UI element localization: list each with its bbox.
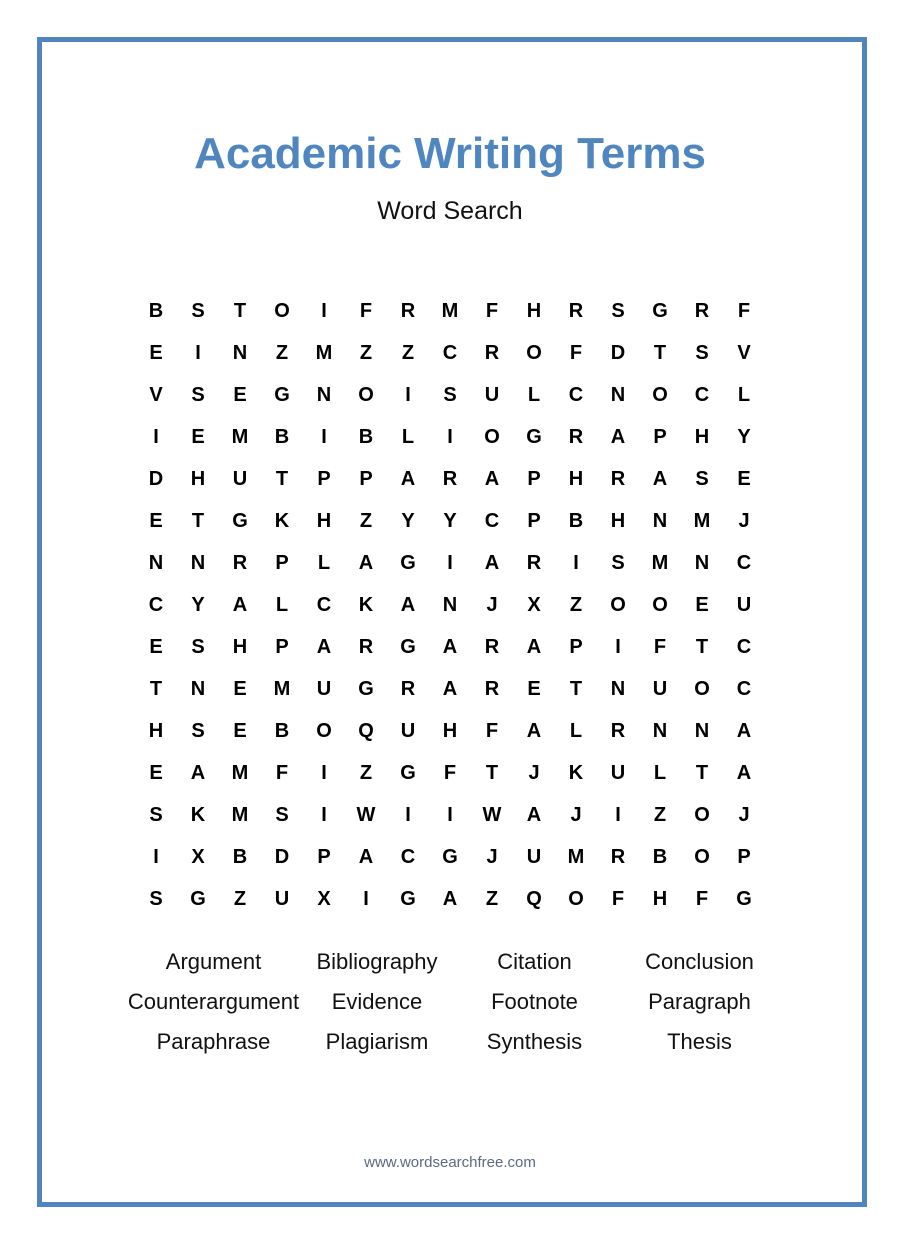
grid-letter: S [191,383,205,406]
grid-letter: M [651,551,669,574]
grid-letter: I [321,425,327,448]
footer-url: www.wordsearchfree.com [364,1154,536,1171]
grid-letter: I [153,845,159,868]
grid-letter: L [653,761,667,784]
grid-letter: J [528,761,540,784]
grid-letter: V [149,383,163,406]
grid-letter: A [358,845,374,868]
grid-letter: L [737,383,751,406]
grid-letter: S [149,803,163,826]
grid-letter: B [148,299,164,322]
grid-letter: B [358,425,374,448]
grid-letter: T [275,467,289,490]
grid-letter: E [149,509,163,532]
word-list [120,942,777,1062]
grid-letter: O [358,383,374,406]
grid-letter: O [274,299,290,322]
grid-letter: F [653,635,667,658]
grid-letter: Z [359,761,373,784]
grid-letter: D [274,845,290,868]
grid-letter: K [358,593,374,616]
grid-letter: I [615,803,621,826]
grid-letter: Z [233,887,247,910]
word-list-item: Conclusion [645,949,754,974]
grid-letter: P [275,551,289,574]
word-list-item: Footnote [491,989,578,1014]
grid-letter: K [274,509,290,532]
grid-letter: H [568,467,584,490]
page-title: Academic Writing Terms [194,129,706,178]
grid-letter: Z [653,803,667,826]
grid-letter: A [610,425,626,448]
grid-letter: Z [359,509,373,532]
grid-letter: F [485,719,499,742]
grid-letter: G [736,887,752,910]
grid-letter: H [190,467,206,490]
grid-letter: P [275,635,289,658]
grid-letter: G [274,383,290,406]
grid-letter: F [359,299,373,322]
grid-letter: A [736,761,752,784]
grid-letter: R [526,551,542,574]
grid-letter: P [527,509,541,532]
grid-letter: B [652,845,668,868]
grid-letter: M [693,509,711,532]
grid-letter: T [485,761,499,784]
grid-letter: R [400,677,416,700]
grid-letter: U [400,719,416,742]
grid-letter: U [652,677,668,700]
grid-letter: R [610,467,626,490]
grid-letter: H [610,509,626,532]
grid-letter: A [442,887,458,910]
grid-letter: I [321,299,327,322]
grid-letter: T [569,677,583,700]
grid-letter: H [316,509,332,532]
grid-letter: N [694,551,710,574]
grid-letter: O [694,803,710,826]
grid-letter: L [317,551,331,574]
grid-letter: U [526,845,542,868]
grid-letter: F [569,341,583,364]
grid-letter: A [232,593,248,616]
grid-letter: E [233,383,247,406]
grid-letter: C [316,593,332,616]
page-subtitle: Word Search [377,197,523,225]
grid-letter: R [568,299,584,322]
grid-letter: U [736,593,752,616]
letter-grid [135,290,765,920]
grid-letter: L [275,593,289,616]
grid-letter: T [695,761,709,784]
word-list-item: Argument [165,949,262,974]
grid-letter: N [694,719,710,742]
grid-letter: R [358,635,374,658]
grid-letter: G [400,761,416,784]
grid-letter: A [442,635,458,658]
grid-letter: G [442,845,458,868]
grid-letter: P [359,467,373,490]
grid-letter: N [190,551,206,574]
grid-letter: S [611,551,625,574]
grid-letter: C [568,383,584,406]
grid-letter: W [356,803,376,826]
grid-letter: G [400,887,416,910]
grid-letter: N [442,593,458,616]
grid-letter: M [231,425,249,448]
grid-letter: S [191,635,205,658]
grid-letter: C [694,383,710,406]
grid-letter: R [484,677,500,700]
grid-letter: X [527,593,541,616]
grid-letter: O [694,677,710,700]
grid-letter: W [482,803,502,826]
grid-letter: O [610,593,626,616]
grid-letter: P [527,467,541,490]
grid-letter: R [694,299,710,322]
grid-letter: E [527,677,541,700]
grid-letter: T [695,635,709,658]
grid-letter: F [611,887,625,910]
grid-letter: U [484,383,500,406]
grid-letter: N [190,677,206,700]
word-list-item: Synthesis [486,1029,583,1054]
grid-letter: U [610,761,626,784]
grid-letter: E [233,677,247,700]
grid-letter: A [526,635,542,658]
grid-letter: J [486,845,498,868]
word-list-item: Plagiarism [325,1029,429,1054]
grid-letter: Z [569,593,583,616]
grid-letter: R [442,467,458,490]
grid-letter: B [568,509,584,532]
grid-letter: G [190,887,206,910]
grid-letter: E [149,341,163,364]
grid-letter: U [232,467,248,490]
grid-letter: O [694,845,710,868]
grid-letter: P [569,635,583,658]
grid-letter: G [358,677,374,700]
grid-letter: C [736,635,752,658]
grid-letter: G [526,425,542,448]
grid-letter: P [653,425,667,448]
grid-letter: I [447,803,453,826]
grid-letter: H [694,425,710,448]
grid-letter: R [232,551,248,574]
grid-letter: G [400,551,416,574]
grid-letter: S [191,719,205,742]
grid-letter: I [321,761,327,784]
grid-letter: O [316,719,332,742]
grid-letter: R [484,341,500,364]
grid-letter: S [611,299,625,322]
grid-letter: G [232,509,248,532]
grid-letter: A [526,719,542,742]
grid-letter: I [153,425,159,448]
grid-letter: F [737,299,751,322]
grid-letter: O [652,383,668,406]
grid-letter: M [231,803,249,826]
grid-letter: I [363,887,369,910]
grid-letter: T [191,509,205,532]
grid-letter: R [610,719,626,742]
grid-letter: C [736,551,752,574]
grid-letter: R [568,425,584,448]
grid-letter: R [610,845,626,868]
grid-letter: I [447,551,453,574]
grid-letter: Q [358,719,374,742]
grid-letter: O [652,593,668,616]
grid-letter: F [275,761,289,784]
grid-letter: B [274,425,290,448]
grid-letter: Y [443,509,457,532]
grid-letter: S [695,341,709,364]
grid-letter: J [738,803,750,826]
grid-letter: A [400,467,416,490]
grid-letter: E [695,593,709,616]
grid-letter: I [447,425,453,448]
grid-letter: I [405,803,411,826]
grid-letter: A [736,719,752,742]
grid-letter: I [405,383,411,406]
word-list-item: Bibliography [316,949,438,974]
grid-letter: Y [191,593,205,616]
grid-letter: Z [401,341,415,364]
grid-letter: R [484,635,500,658]
grid-letter: N [610,677,626,700]
word-list-item: Counterargument [127,989,300,1014]
grid-letter: G [652,299,668,322]
grid-letter: L [527,383,541,406]
grid-letter: Q [526,887,542,910]
grid-letter: G [400,635,416,658]
grid-letter: O [526,341,542,364]
word-list-item: Thesis [667,1029,732,1054]
grid-letter: E [149,761,163,784]
grid-letter: A [526,803,542,826]
grid-letter: H [442,719,458,742]
grid-letter: A [358,551,374,574]
grid-letter: K [568,761,584,784]
grid-letter: A [652,467,668,490]
grid-letter: P [737,845,751,868]
grid-letter: J [570,803,582,826]
grid-letter: D [148,467,164,490]
grid-letter: N [652,509,668,532]
grid-letter: Y [737,425,751,448]
grid-letter: A [484,551,500,574]
grid-letter: O [568,887,584,910]
grid-letter: S [695,467,709,490]
grid-letter: I [321,803,327,826]
grid-letter: J [738,509,750,532]
grid-letter: H [232,635,248,658]
grid-letter: Z [359,341,373,364]
grid-letter: E [737,467,751,490]
grid-letter: E [149,635,163,658]
grid-letter: N [232,341,248,364]
grid-letter: Z [485,887,499,910]
grid-letter: C [442,341,458,364]
grid-letter: M [315,341,333,364]
grid-letter: P [317,845,331,868]
grid-letter: T [653,341,667,364]
grid-letter: R [400,299,416,322]
grid-letter: S [191,299,205,322]
grid-letter: T [233,299,247,322]
grid-letter: B [232,845,248,868]
word-list-item: Paraphrase [156,1029,271,1054]
grid-letter: B [274,719,290,742]
grid-letter: C [484,509,500,532]
grid-letter: M [273,677,291,700]
grid-letter: S [275,803,289,826]
grid-letter: H [652,887,668,910]
grid-letter: A [442,677,458,700]
grid-letter: M [441,299,459,322]
grid-letter: E [233,719,247,742]
grid-letter: M [231,761,249,784]
grid-letter: F [695,887,709,910]
grid-letter: F [443,761,457,784]
grid-letter: H [148,719,164,742]
grid-letter: Z [275,341,289,364]
grid-letter: Y [401,509,415,532]
grid-letter: M [567,845,585,868]
grid-letter: V [737,341,751,364]
grid-letter: P [317,467,331,490]
grid-letter: O [484,425,500,448]
grid-letter: D [610,341,626,364]
grid-letter: S [443,383,457,406]
grid-letter: L [401,425,415,448]
grid-letter: C [736,677,752,700]
grid-letter: E [191,425,205,448]
grid-letter: C [148,593,164,616]
grid-letter: N [610,383,626,406]
grid-letter: C [400,845,416,868]
grid-letter: H [526,299,542,322]
grid-letter: F [485,299,499,322]
grid-letter: J [486,593,498,616]
grid-letter: N [316,383,332,406]
grid-letter: N [148,551,164,574]
grid-letter: K [190,803,206,826]
grid-letter: I [195,341,201,364]
word-list-item: Paragraph [648,989,751,1014]
grid-letter: X [317,887,331,910]
grid-letter: S [149,887,163,910]
grid-letter: N [652,719,668,742]
grid-letter: U [274,887,290,910]
grid-letter: U [316,677,332,700]
grid-letter: I [573,551,579,574]
word-list-item: Evidence [331,989,423,1014]
grid-letter: I [615,635,621,658]
grid-letter: A [400,593,416,616]
grid-letter: A [484,467,500,490]
grid-letter: A [316,635,332,658]
grid-letter: L [569,719,583,742]
grid-letter: T [149,677,163,700]
word-list-item: Citation [497,949,572,974]
grid-letter: A [190,761,206,784]
grid-letter: X [191,845,205,868]
